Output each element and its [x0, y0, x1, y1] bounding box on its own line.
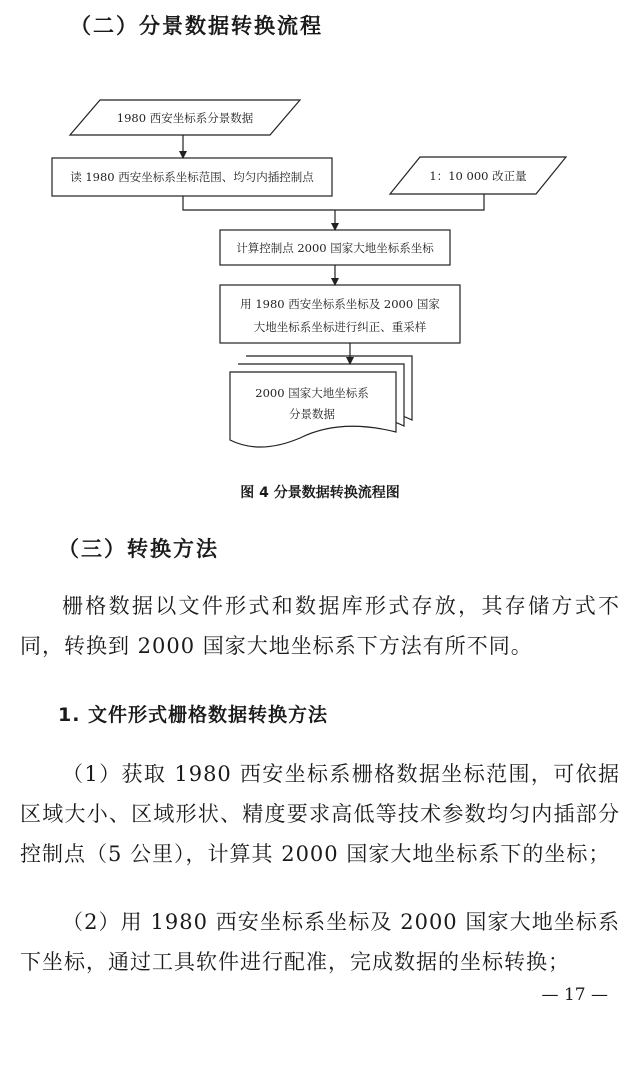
figure-caption: 图 4 分景数据转换流程图 [240, 485, 400, 501]
flowchart [0, 80, 640, 470]
rectify-node [220, 285, 460, 343]
rectify-node-label-line1: 用 1980 西安坐标系坐标及 2000 国家 [240, 297, 440, 311]
subsection-heading: 1. 文件形式栅格数据转换方法 [58, 704, 329, 726]
input-node-label: 1980 西安坐标系分景数据 [116, 111, 254, 125]
rectify-node-label-line2: 大地坐标系坐标进行纠正、重采样 [253, 320, 427, 334]
section-heading: （二）分景数据转换流程 [70, 14, 323, 38]
calc-node-label: 计算控制点 2000 国家大地坐标系坐标 [236, 241, 434, 255]
correction-node-label: 1：10 000 改正量 [429, 169, 527, 183]
output-node-label-line2: 分景数据 [289, 407, 335, 421]
page-number: — 17 — [541, 985, 608, 1005]
paragraph: 栅格数据以文件形式和数据库形式存放，其存储方式不同，转换到 2000 国家大地坐标系下方法有所不同。 [20, 594, 620, 658]
paragraph: （1）获取 1980 西安坐标系栅格数据坐标范围，可依据区域大小、区域形状、精度要求高低等技术参数均匀内插部分控制点（5 公里），计算其 2000 国家大地坐标系下的坐标； [20, 762, 620, 866]
paragraph: （2）用 1980 西安坐标系坐标及 2000 国家大地坐标系下坐标，通过工具软件进行配准，完成数据的坐标转换； [20, 910, 620, 974]
output-node-label-line1: 2000 国家大地坐标系 [255, 386, 369, 400]
read-node-label: 读 1980 西安坐标系坐标范围、均匀内插控制点 [70, 170, 314, 184]
section-heading: （三）转换方法 [58, 537, 219, 561]
